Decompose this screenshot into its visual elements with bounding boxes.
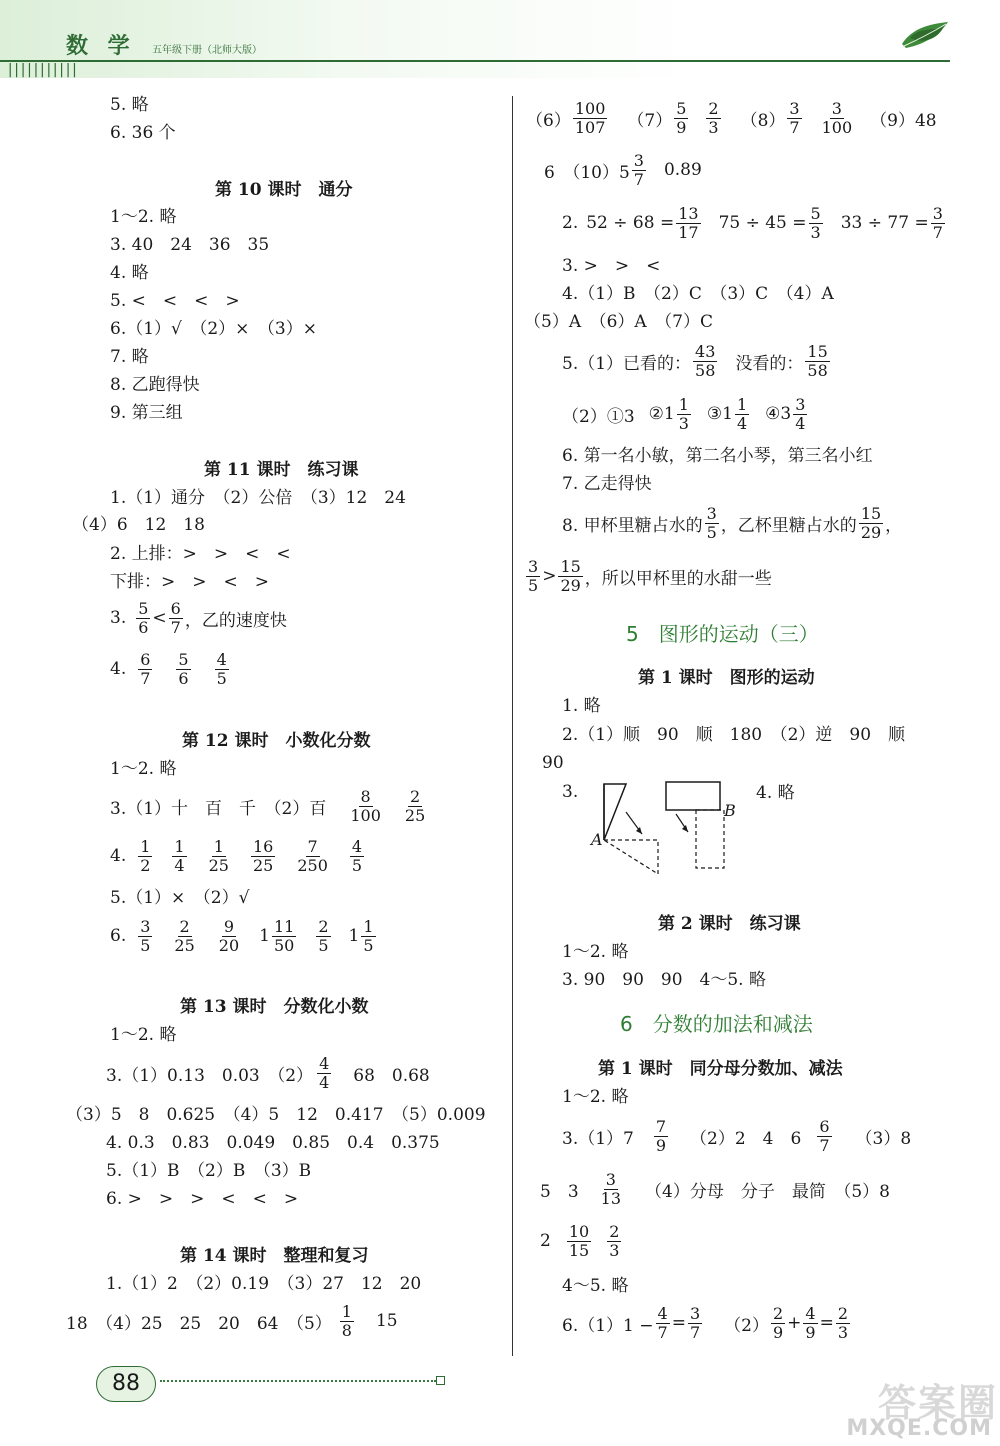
fraction: $\frac{3}{5}$ — [140, 917, 151, 955]
fraction: $\frac{5}{3}$ — [810, 204, 821, 242]
answer-line: 5. < < < > — [110, 291, 240, 311]
answer-text: 0.89 — [663, 160, 702, 181]
column-divider — [512, 96, 513, 1356]
answer-text: 3.（1）7 — [562, 1128, 634, 1149]
footer-end-box — [436, 1376, 445, 1385]
fraction: $\frac{7}{9}$ — [655, 1117, 667, 1155]
fraction: $\frac{100}{107}$ — [574, 99, 606, 137]
fraction: $\frac{3}{7}$ — [789, 99, 800, 137]
answer-line — [106, 1055, 430, 1091]
fraction: $\frac{1}{2}$ — [140, 837, 151, 875]
fraction: $\frac{3}{13}$ — [600, 1170, 621, 1208]
answer-text: 3.（1）0.13 0.03 （2） — [106, 1065, 314, 1086]
fraction: $\frac{4}{9}$ — [805, 1304, 816, 1342]
answer-line: 4. 0.3 0.83 0.049 0.85 0.4 0.375 — [106, 1133, 440, 1153]
answer-line — [110, 651, 231, 687]
fraction: $\frac{1}{8}$ — [341, 1302, 352, 1340]
fraction: $\frac{5}{6}$ — [138, 599, 149, 637]
fraction: $\frac{16}{25}$ — [252, 837, 274, 875]
lesson-12-title: 第 12 课时 小数化分数 — [182, 731, 371, 751]
unit5-lesson2-title: 第 2 课时 练习课 — [658, 914, 801, 934]
answer-text: （2）①3 — [562, 406, 635, 427]
answer-text: 15 — [375, 1311, 398, 1332]
answer-line: 3. 90 90 90 4～5. 略 — [562, 970, 766, 990]
answer-line — [110, 788, 429, 824]
answer-line — [526, 100, 937, 136]
item-number: （6） — [526, 110, 571, 131]
answer-line — [562, 1305, 852, 1341]
answer-line: 3. 40 24 36 35 — [110, 235, 270, 255]
header-rule — [0, 60, 950, 62]
footer-dotted-rule — [160, 1380, 436, 1382]
mixed-number: 1 $\frac{1}{5}$ — [348, 917, 374, 955]
fraction: $\frac{7}{250}$ — [297, 837, 328, 875]
answer-text: ，所以甲杯里的水甜一些 — [584, 568, 772, 589]
answer-text: （4）分母 分子 最简 （5）8 — [645, 1181, 890, 1202]
fraction: $\frac{2}{9}$ — [772, 1304, 784, 1342]
figure-label-a: A — [591, 830, 603, 849]
fraction: $\frac{6}{7}$ — [140, 650, 151, 688]
lesson-11-title: 第 11 课时 练习课 — [204, 460, 359, 480]
fraction: $\frac{3}{100}$ — [821, 99, 853, 137]
header-band — [0, 0, 1000, 78]
answer-text: 8. 甲杯里糖占水的 — [562, 515, 703, 536]
answer-text: 没看的： — [735, 353, 804, 374]
answer-line — [544, 152, 702, 188]
fraction: $\frac{2}{3}$ — [609, 1222, 620, 1260]
fraction: $\frac{15}{29}$ — [860, 504, 882, 542]
answer-line: 1～2. 略 — [110, 207, 177, 227]
answer-line: 8. 乙跑得快 — [110, 375, 200, 395]
answer-line — [540, 1171, 890, 1207]
answer-line: 6. 36 个 — [110, 123, 176, 143]
mixed-number: ④3 $\frac{3}{4}$ — [765, 395, 806, 433]
answer-line: 1.（1）通分 （2）公倍 （3）12 24 — [110, 488, 406, 508]
answer-line: 1～2. 略 — [110, 1025, 177, 1045]
mixed-number: 1 $\frac{11}{50}$ — [259, 917, 295, 955]
answer-text: （2） — [724, 1315, 769, 1336]
fraction: $\frac{6}{7}$ — [819, 1117, 830, 1155]
answer-line: 1～2. 略 — [562, 1087, 629, 1107]
answer-line: 9. 第三组 — [110, 403, 183, 423]
fraction: $\frac{1}{25}$ — [208, 837, 229, 875]
answer-line: （4）6 12 18 — [72, 515, 205, 535]
fraction: $\frac{10}{15}$ — [568, 1222, 590, 1260]
lesson-10-title: 第 10 课时 通分 — [215, 180, 353, 200]
answer-line — [524, 558, 772, 594]
fraction: $\frac{43}{58}$ — [695, 342, 716, 380]
watermark-url: MXQE.COM — [846, 1416, 992, 1441]
item-number: 4. — [110, 659, 127, 680]
lesson-13-title: 第 13 课时 分数化小数 — [180, 997, 369, 1017]
answer-line: 5.（1）B （2）B （3）B — [106, 1161, 312, 1181]
answer-line: （5）A （6）A （7）C — [524, 312, 714, 332]
item-number: 3. — [562, 782, 579, 802]
answer-line: 2. 上排：> > < < — [110, 544, 291, 564]
fraction: $\frac{5}{6}$ — [178, 650, 189, 688]
mixed-number: ③1 $\frac{1}{4}$ — [706, 395, 748, 433]
operator: > — [542, 566, 557, 587]
fraction: $\frac{4}{5}$ — [216, 650, 227, 688]
answer-line: 7. 乙走得快 — [562, 474, 652, 494]
item-number: 3. — [110, 608, 127, 629]
answer-text: 5 3 — [540, 1181, 579, 1202]
answer-text: 5.（1）已看的： — [562, 353, 692, 374]
answer-text: ，乙杯里糖占水的 — [720, 515, 857, 536]
expression: 75 ÷ 45 = — [718, 213, 807, 234]
leaf-icon — [900, 18, 952, 52]
expression: 33 ÷ 77 = — [840, 213, 929, 234]
header-ticks: ||||||||||| — [6, 62, 77, 78]
lesson-14-title: 第 14 课时 整理和复习 — [180, 1246, 369, 1266]
answer-line: 90 — [542, 753, 564, 773]
answer-text: 2 — [540, 1231, 551, 1252]
fraction: $\frac{4}{4}$ — [319, 1054, 330, 1092]
expression: 52 ÷ 68 = — [586, 213, 675, 234]
answer-text: 68 0.68 — [353, 1065, 430, 1086]
answer-line: 4.（1）B （2）C （3）C （4）A — [562, 284, 834, 304]
operator: + — [787, 1313, 802, 1334]
answer-line: 1～2. 略 — [562, 942, 629, 962]
answer-line — [110, 600, 287, 636]
fraction: $\frac{3}{7}$ — [633, 151, 644, 189]
fraction: $\frac{2}{3}$ — [708, 99, 719, 137]
fraction: $\frac{2}{3}$ — [837, 1304, 849, 1342]
answer-text: （2）2 4 6 — [690, 1128, 802, 1149]
answer-line — [562, 396, 809, 432]
answer-text: （3）8 — [855, 1128, 912, 1149]
unit5-lesson1-title: 第 1 课时 图形的运动 — [638, 668, 815, 688]
item-number: 6. — [110, 926, 127, 947]
answer-line — [562, 343, 832, 379]
item-number: （7） — [627, 110, 673, 131]
answer-line — [562, 205, 947, 241]
fraction: $\frac{9}{20}$ — [218, 917, 240, 955]
answer-text: 3.（1）十 百 千 （2）百 — [110, 798, 327, 819]
fraction: $\frac{6}{7}$ — [170, 599, 181, 637]
item-number: 2. — [562, 213, 579, 234]
rotation-figure — [586, 776, 746, 880]
answer-line: 4～5. 略 — [562, 1276, 629, 1296]
answer-line — [562, 1118, 911, 1154]
unit6-lesson1-title: 第 1 课时 同分母分数加、减法 — [598, 1059, 843, 1079]
operator: = — [671, 1313, 686, 1334]
operator: = — [819, 1313, 834, 1334]
answer-text: 6.（1）1 − — [562, 1315, 654, 1336]
answer-line: 1.（1）2 （2）0.19 （3）27 12 20 — [106, 1274, 422, 1294]
fraction: $\frac{15}{58}$ — [807, 342, 828, 380]
fraction: $\frac{15}{29}$ — [560, 557, 581, 595]
unit-6-title: 6 分数的加法和减法 — [620, 1012, 813, 1036]
answer-text: 18 （4）25 25 20 64 （5） — [66, 1313, 332, 1334]
page-number: 88 — [96, 1366, 156, 1402]
grade-label: 五年级下册（北师大版） — [152, 45, 262, 56]
answer-line: 2.（1）顺 90 顺 180 （2）逆 90 顺 — [562, 725, 906, 745]
answer-line: 1. 略 — [562, 696, 601, 716]
fraction: $\frac{2}{5}$ — [318, 917, 329, 955]
fraction: $\frac{2}{25}$ — [174, 917, 195, 955]
answer-line: 4. 略 — [110, 263, 149, 283]
fraction: $\frac{8}{100}$ — [350, 787, 381, 825]
fraction: $\frac{4}{5}$ — [351, 837, 363, 875]
watermark: 答案圈 — [877, 1381, 998, 1425]
fraction: $\frac{3}{5}$ — [528, 557, 539, 595]
fraction: $\frac{3}{7}$ — [689, 1304, 701, 1342]
item-number: （8） — [740, 110, 786, 131]
operator: < — [152, 608, 167, 629]
answer-line: 7. 略 — [110, 347, 149, 367]
answer-line: 6. 第一名小敏，第二名小琴，第三名小红 — [562, 446, 873, 466]
answer-line: 5. 略 — [110, 95, 149, 115]
answer-line: 5.（1）× （2）√ — [110, 888, 250, 908]
answer-line — [110, 838, 366, 874]
answer-line: 1～2. 略 — [110, 759, 177, 779]
unit-5-title: 5 图形的运动（三） — [626, 622, 819, 646]
answer-line: 6. > > > < < > — [106, 1189, 299, 1209]
answer-line: 下排：> > < > — [110, 572, 269, 592]
figure-label-b: B — [724, 801, 736, 820]
answer-line — [562, 505, 902, 541]
answer-line — [110, 918, 378, 954]
subject-title: 数 学 — [66, 34, 136, 59]
answer-text: ， — [885, 515, 903, 536]
mixed-number: ②1 $\frac{1}{3}$ — [648, 395, 689, 433]
answer-text: （9）48 — [870, 110, 937, 131]
fraction: $\frac{4}{7}$ — [657, 1304, 668, 1342]
fraction: $\frac{5}{9}$ — [676, 99, 687, 137]
answer-text: 6 （10）5 — [544, 162, 630, 183]
answer-line: 6.（1）√ （2）× （3）× — [110, 319, 317, 339]
fraction: $\frac{3}{7}$ — [932, 204, 943, 242]
fraction: $\frac{13}{17}$ — [678, 204, 699, 242]
answer-line — [540, 1223, 623, 1259]
answer-line — [66, 1303, 398, 1339]
answer-line: 3. > > < — [562, 256, 661, 276]
fraction: $\frac{3}{5}$ — [706, 504, 717, 542]
answer-line: 4. 略 — [756, 783, 795, 803]
fraction: $\frac{2}{25}$ — [404, 787, 426, 825]
answer-text: ，乙的速度快 — [184, 610, 287, 631]
answer-line: （3）5 8 0.625 （4）5 12 0.417 （5）0.009 — [66, 1105, 486, 1125]
fraction: $\frac{1}{4}$ — [174, 837, 185, 875]
item-number: 4. — [110, 846, 127, 867]
